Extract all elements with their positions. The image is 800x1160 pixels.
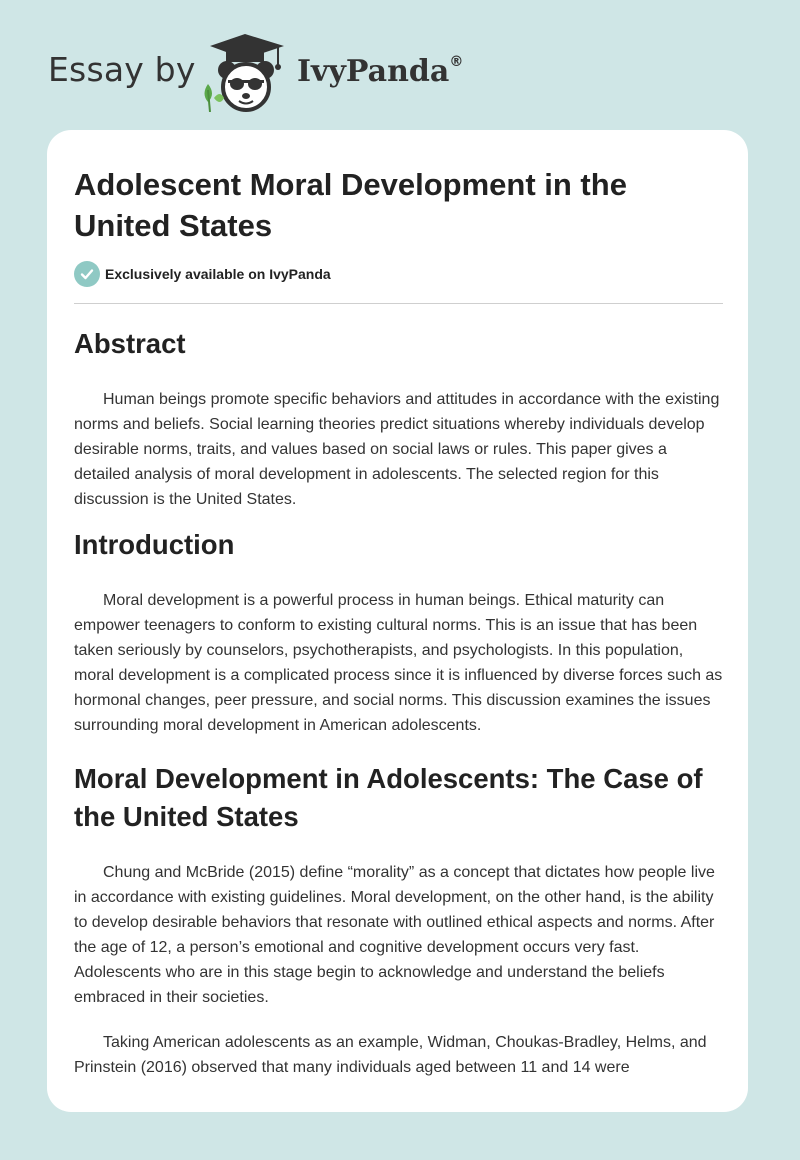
section-heading-moral-development: Moral Development in Adolescents: The Case of the United States xyxy=(74,763,703,832)
exclusive-label: Exclusively available on IvyPanda xyxy=(105,266,331,282)
section-heading-introduction: Introduction xyxy=(74,529,235,560)
site-header xyxy=(0,0,800,130)
paragraph: Moral development is a powerful process in human beings. Ethical maturity can empower teenagers to conform to existing cultural norms. This is an issue that has been taken seriously by counselors, psychotherapists, and psychologists. In this population, moral development is a complicated process since it is influenced by diverse forces such as hormonal changes, peer pressure, and social norms. This discussion examines the issues surrounding moral development in American adolescents. xyxy=(74,592,723,734)
check-circle-icon xyxy=(74,261,100,287)
section-heading-abstract: Abstract xyxy=(74,328,186,359)
paragraph: Taking American adolescents as an example, Widman, Choukas-Bradley, Helms, and Prinstein (2016) observed that many individuals aged between 11 and 14 were xyxy=(74,1034,707,1076)
brand-name[interactable] xyxy=(297,54,463,89)
paragraph: Human beings promote specific behaviors and attitudes in accordance with the existing norms and beliefs. Social learning theories predict situations whereby individuals develop desirable norms, traits, and values based on social laws or rules. This paper gives a detailed analysis of moral development in adolescents. The selected region for this discussion is the United States. xyxy=(74,391,720,508)
paragraph: Chung and McBride (2015) define “morality” as a concept that dictates how people live in accordance with existing guidelines. Moral development, on the other hand, is the ability to develop desirable behaviors that resonate with outlined ethical aspects and norms. After the age of 12, a person’s emotional and cognitive development occurs very fast. Adolescents who are in this stage begin to acknowledge and understand the beliefs embraced in their societies. xyxy=(74,864,715,1006)
registered-mark: ® xyxy=(449,54,464,70)
panda-graduate-logo-icon[interactable] xyxy=(198,32,293,112)
essay-title: Adolescent Moral Development in the United States xyxy=(74,167,627,243)
essay-card xyxy=(47,130,748,1112)
essay-by-label: Essay by xyxy=(48,50,196,89)
title-divider xyxy=(74,303,723,304)
exclusive-badge xyxy=(74,261,331,287)
brand-name-text: IvyPanda xyxy=(297,54,450,89)
essay-body xyxy=(74,325,723,1080)
